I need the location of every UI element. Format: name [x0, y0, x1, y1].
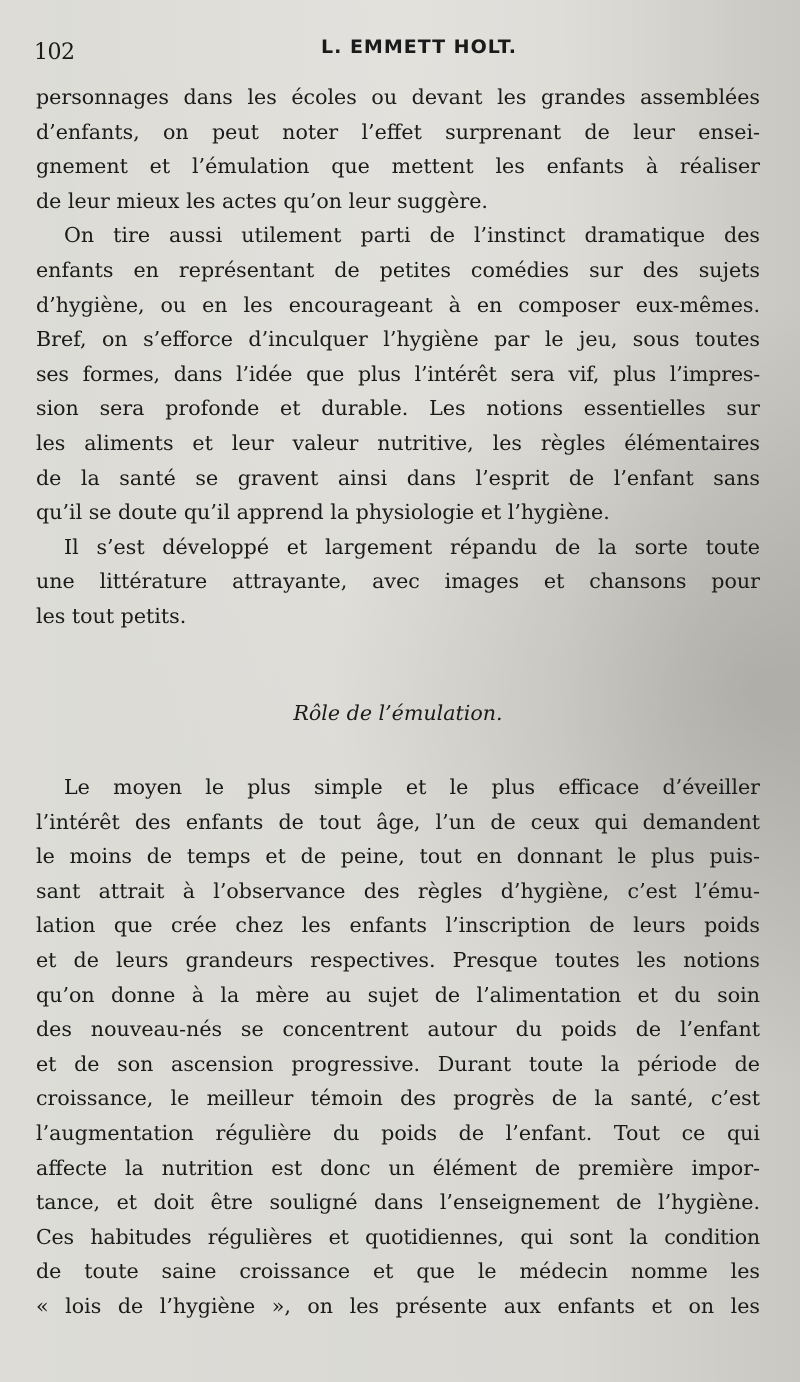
- text-line: Bref, on s’efforce d’inculquer l’hygiène par le jeu, sous toutes: [36, 327, 760, 352]
- text-line: affecte la nutrition est donc un élément de première impor-: [36, 1155, 760, 1180]
- paragraph: [36, 80, 760, 218]
- text-line: le moins de temps et de peine, tout en donnant le plus puis-: [36, 844, 760, 869]
- text-line: enfants en représentant de petites comédies sur des sujets: [36, 257, 760, 282]
- text-line: qu’il se doute qu’il apprend la physiologie et l’hygiène.: [36, 500, 610, 525]
- text-line: de la santé se gravent ainsi dans l’esprit de l’enfant sans: [36, 465, 760, 490]
- text-line: Ces habitudes régulières et quotidiennes, qui sont la condition: [36, 1224, 760, 1249]
- text-line: l’intérêt des enfants de tout âge, l’un de ceux qui demandent: [36, 809, 760, 834]
- paragraph: [36, 218, 760, 529]
- body-text: [36, 80, 760, 1324]
- text-line: sion sera profonde et durable. Les notions essentielles sur: [36, 396, 760, 421]
- section-gap: [36, 730, 760, 770]
- text-line: d’enfants, on peut noter l’effet surprenant de leur ensei-: [36, 119, 760, 144]
- text-line: les tout petits.: [36, 603, 187, 628]
- paragraph: [36, 770, 760, 1324]
- running-head: [34, 30, 764, 66]
- text-line: qu’on donne à la mère au sujet de l’alimentation et du soin: [36, 982, 760, 1007]
- text-line: et de leurs grandeurs respectives. Presque toutes les notions: [36, 948, 760, 973]
- running-title: L. EMMETT HOLT.: [321, 36, 517, 58]
- text-line: l’augmentation régulière du poids de l’enfant. Tout ce qui: [36, 1121, 760, 1146]
- text-line: d’hygiène, ou en les encourageant à en composer eux-mêmes.: [36, 292, 760, 317]
- text-line: de toute saine croissance et que le médecin nomme les: [36, 1259, 760, 1284]
- text-line: « lois de l’hygiène », on les présente aux enfants et on les: [36, 1294, 760, 1318]
- text-line: sant attrait à l’observance des règles d’hygiène, c’est l’ému-: [36, 878, 760, 903]
- text-line: ses formes, dans l’idée que plus l’intérêt sera vif, plus l’impres-: [36, 361, 760, 386]
- text-line: croissance, le meilleur témoin des progrès de la santé, c’est: [36, 1086, 760, 1111]
- text-line: les aliments et leur valeur nutritive, les règles élémentaires: [36, 430, 760, 455]
- text-line: une littérature attrayante, avec images et chansons pour: [36, 569, 760, 594]
- text-line: lation que crée chez les enfants l’inscription de leurs poids: [36, 913, 760, 938]
- text-line: tance, et doit être souligné dans l’enseignement de l’hygiène.: [36, 1190, 760, 1215]
- text-line: Le moyen le plus simple et le plus efficace d’éveiller: [64, 775, 760, 800]
- text-line: et de son ascension progressive. Durant toute la période de: [36, 1051, 760, 1076]
- section-gap: [36, 634, 760, 696]
- text-line: On tire aussi utilement parti de l’instinct dramatique des: [64, 223, 760, 248]
- paragraph: [36, 530, 760, 634]
- text-line: personnages dans les écoles ou devant les grandes assemblées: [36, 85, 760, 109]
- page-number: 102: [34, 40, 75, 65]
- text-line: Il s’est développé et largement répandu de la sorte toute: [64, 534, 760, 559]
- text-line: gnement et l’émulation que mettent les enfants à réaliser: [36, 154, 760, 179]
- section-heading: Rôle de l’émulation.: [293, 700, 503, 725]
- text-line: de leur mieux les actes qu’on leur suggère.: [36, 188, 488, 213]
- text-line: des nouveau-nés se concentrent autour du poids de l’enfant: [36, 1017, 760, 1042]
